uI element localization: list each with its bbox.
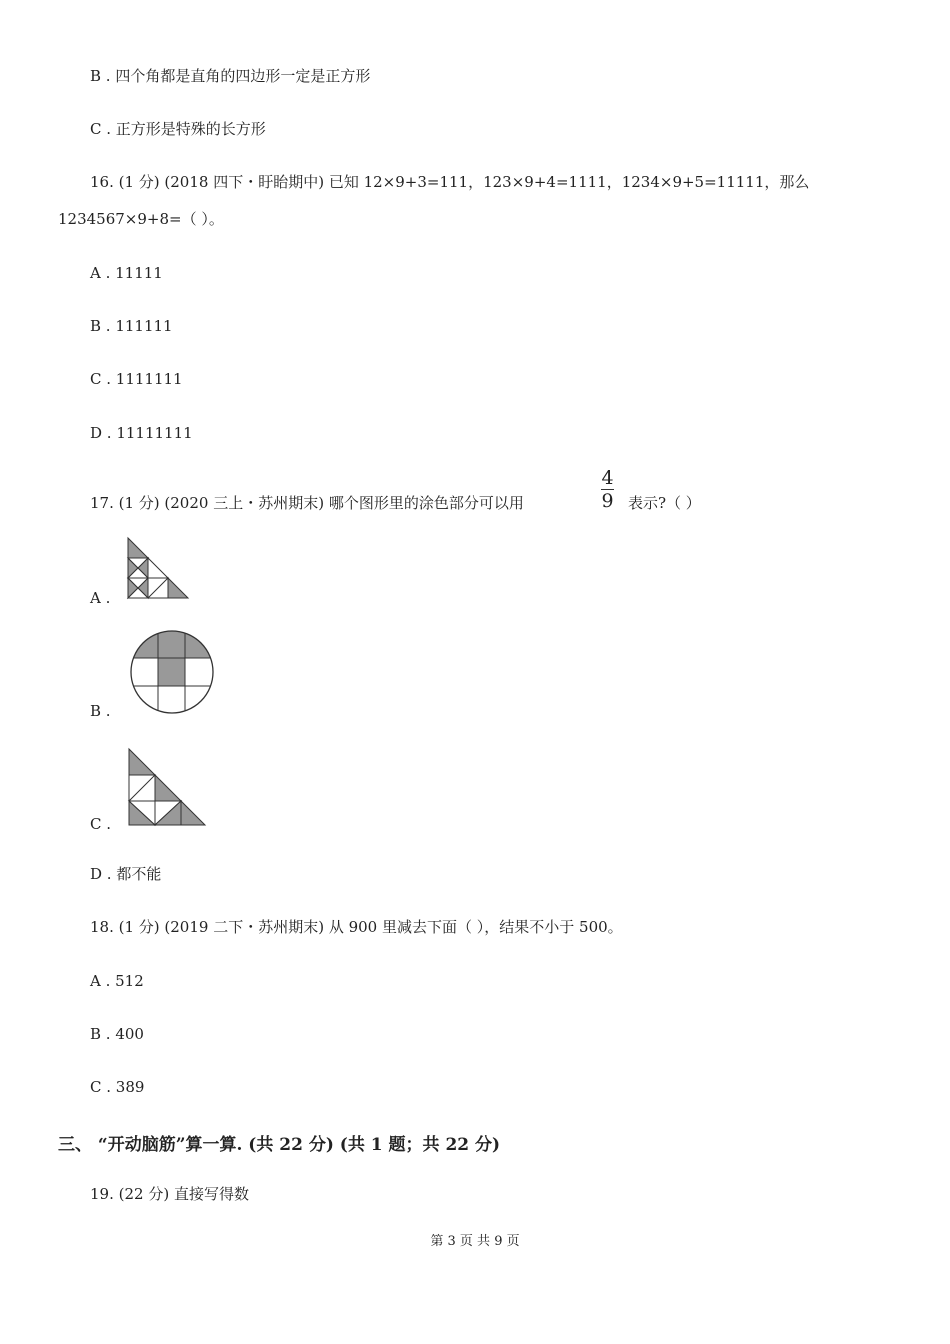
triangle-figure-a	[126, 536, 194, 602]
q16-option-c: C . 1111111	[90, 370, 183, 388]
fraction-denominator: 9	[601, 490, 614, 512]
q16-option-a: A . 11111	[90, 264, 163, 282]
section-heading: 三、 “开动脑筋”算一算. (共 22 分) (共 1 题；共 22 分)	[58, 1135, 501, 1155]
q18-stem: 18. (1 分) (2019 二下・苏州期末) 从 900 里减去下面（ ），结果不小于 500。	[90, 918, 623, 936]
q17-stem-after: 表示?（ ）	[628, 494, 701, 512]
circle-grid-figure-b	[128, 629, 216, 715]
q16-stem-line2: 1234567×9+8=（ ）。	[58, 210, 224, 228]
page-footer: 第 3 页 共 9 页	[430, 1234, 520, 1249]
q17-stem-before: 17. (1 分) (2020 三上・苏州期末) 哪个图形里的涂色部分可以用	[90, 494, 524, 512]
q17-option-a-label: A .	[90, 589, 111, 607]
fraction-four-ninths	[601, 468, 614, 511]
q15-option-b: B . 四个角都是直角的四边形一定是正方形	[90, 67, 371, 85]
q16-option-b: B . 111111	[90, 317, 173, 335]
q17-option-b-label: B .	[90, 702, 111, 720]
q17-stem	[90, 493, 524, 513]
q17-option-c-label: C .	[90, 815, 112, 833]
q18-option-a: A . 512	[90, 972, 144, 990]
q17-option-d: D . 都不能	[90, 865, 162, 883]
triangle-figure-c	[127, 747, 209, 829]
q15-option-c: C . 正方形是特殊的长方形	[90, 120, 266, 138]
q19-stem: 19. (22 分) 直接写得数	[90, 1185, 249, 1203]
q18-option-c: C . 389	[90, 1078, 145, 1096]
q18-option-b: B . 400	[90, 1025, 144, 1043]
fraction-numerator: 4	[601, 467, 614, 489]
q16-option-d: D . 11111111	[90, 424, 193, 442]
q16-stem-line1: 16. (1 分) (2018 四下・盱眙期中) 已知 12×9+3=111，123×9+4=1111，1234×9+5=11111，那么	[90, 173, 810, 191]
